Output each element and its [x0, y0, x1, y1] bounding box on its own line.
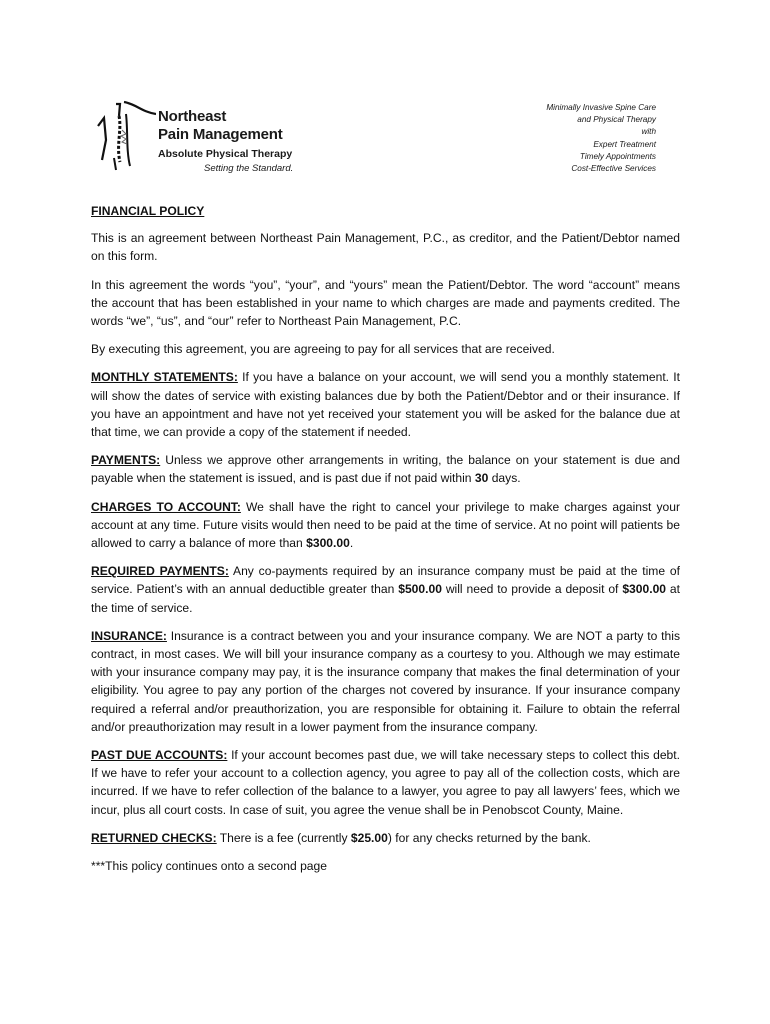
section-label: RETURNED CHECKS:: [91, 830, 217, 845]
charges-section: [91, 498, 680, 553]
amount-value: $300.00: [622, 582, 667, 597]
days-value: 30: [474, 471, 489, 486]
services-line: and Physical Therapy: [577, 115, 656, 125]
section-text: days.: [488, 471, 521, 486]
section-text: If your account becomes past due, we will take necessary steps to collect this debt. If we have to refer your account to a collection agency, you agree to pay all of the collection costs, which are incurred. If we have to refer collection of the balance to a lawyer, you agree to pay all lawyers’ fees, which we incur, plus all court costs. In case of suit, you agree the venue shall be in Penobscot County, Maine.: [91, 748, 680, 817]
required-payments-section: [91, 562, 680, 617]
past-due-section: [91, 746, 680, 819]
services-line: Cost-Effective Services: [571, 164, 656, 174]
section-text: We shall have the right to cancel your privilege to make charges against your account at any time. Future visits would then need to be paid at the time of service. At no point will patients be allowed to carry a balance of more than: [91, 499, 680, 551]
spine-figure-icon: [96, 100, 156, 180]
amount-value: $25.00: [350, 830, 388, 845]
intro-paragraph-1: This is an agreement between Northeast Pain Management, P.C., as creditor, and the Patient/Debtor named on this form.: [91, 231, 680, 264]
returned-checks-section: [91, 829, 680, 847]
section-label: PAST DUE ACCOUNTS:: [91, 748, 228, 763]
continuation-note: ***This policy continues onto a second page: [91, 859, 327, 874]
section-label: PAYMENTS:: [91, 453, 161, 468]
intro-paragraph-2: In this agreement the words “you”, “your”, and “yours” mean the Patient/Debtor. The word “account” means the account that has been established in your name to which charges are made and payments credited. The words “we”, “us”, and “our” refer to Northeast Pain Management, P.C.: [91, 277, 680, 329]
section-text: If you have a balance on your account, we will send you a monthly statement. It will show the dates of service with existing balances due by both the Patient/Debtor and or their insurance. If you have an appointment and have not yet received your statement you will be asked for the balance due at that time, we can provide a copy of the statement if needed.: [91, 370, 680, 440]
section-label: CHARGES TO ACCOUNT:: [91, 499, 241, 514]
section-text: Insurance is a contract between you and your insurance company. We are NOT a party to this contract, in most cases. We will bill your insurance company as a courtesy to you. Although we may estimate with your insurance company may pay, it is the insurance company that makes the final determination of your eligibility. You agree to pay any portion of the charges not covered by insurance. If your insurance company required a referral and/or preauthorization, you are responsible for obtaining it. Failure to obtain the referral and/or preauthorization may result in a lower payment from the insurance company.: [91, 628, 680, 734]
amount-value: $500.00: [398, 582, 442, 597]
document-title: FINANCIAL POLICY: [91, 204, 205, 218]
services-line: with: [641, 127, 656, 137]
monthly-statements-section: [91, 368, 680, 441]
section-text: will need to provide a deposit of: [441, 582, 623, 597]
amount-value: $300.00: [306, 536, 350, 551]
company-logo: [96, 100, 316, 180]
services-line: Expert Treatment: [593, 139, 656, 149]
section-text: Unless we approve other arrangements in writing, the balance on your statement is due and payable when the statement is issued, and is past due if not paid within: [91, 453, 680, 486]
policy-body: [91, 202, 680, 885]
section-label: MONTHLY STATEMENTS:: [91, 370, 238, 385]
insurance-section: [91, 627, 680, 736]
services-list: [456, 102, 656, 175]
intro-paragraph-3: By executing this agreement, you are agreeing to pay for all services that are received.: [91, 342, 555, 357]
section-text: .: [349, 536, 354, 551]
section-text: at the time of service.: [91, 582, 681, 615]
section-text: Any co-payments required by an insurance company must be paid at the time of service. Patient’s with an annual deductible greater than: [91, 564, 680, 597]
services-line: Minimally Invasive Spine Care: [546, 103, 656, 112]
services-line: Timely Appointments: [579, 151, 656, 161]
section-label: INSURANCE:: [91, 628, 167, 643]
payments-section: [91, 451, 680, 487]
section-text: There is a fee (currently: [216, 830, 351, 845]
logo-line-2: Pain Management: [158, 126, 283, 143]
logo-line-1: Northeast: [158, 108, 227, 125]
section-text: ) for any checks returned by the bank.: [387, 830, 591, 845]
logo-line-3: Absolute Physical Therapy: [158, 148, 293, 160]
section-label: REQUIRED PAYMENTS:: [91, 564, 229, 579]
logo-tagline: Setting the Standard.: [204, 163, 294, 174]
